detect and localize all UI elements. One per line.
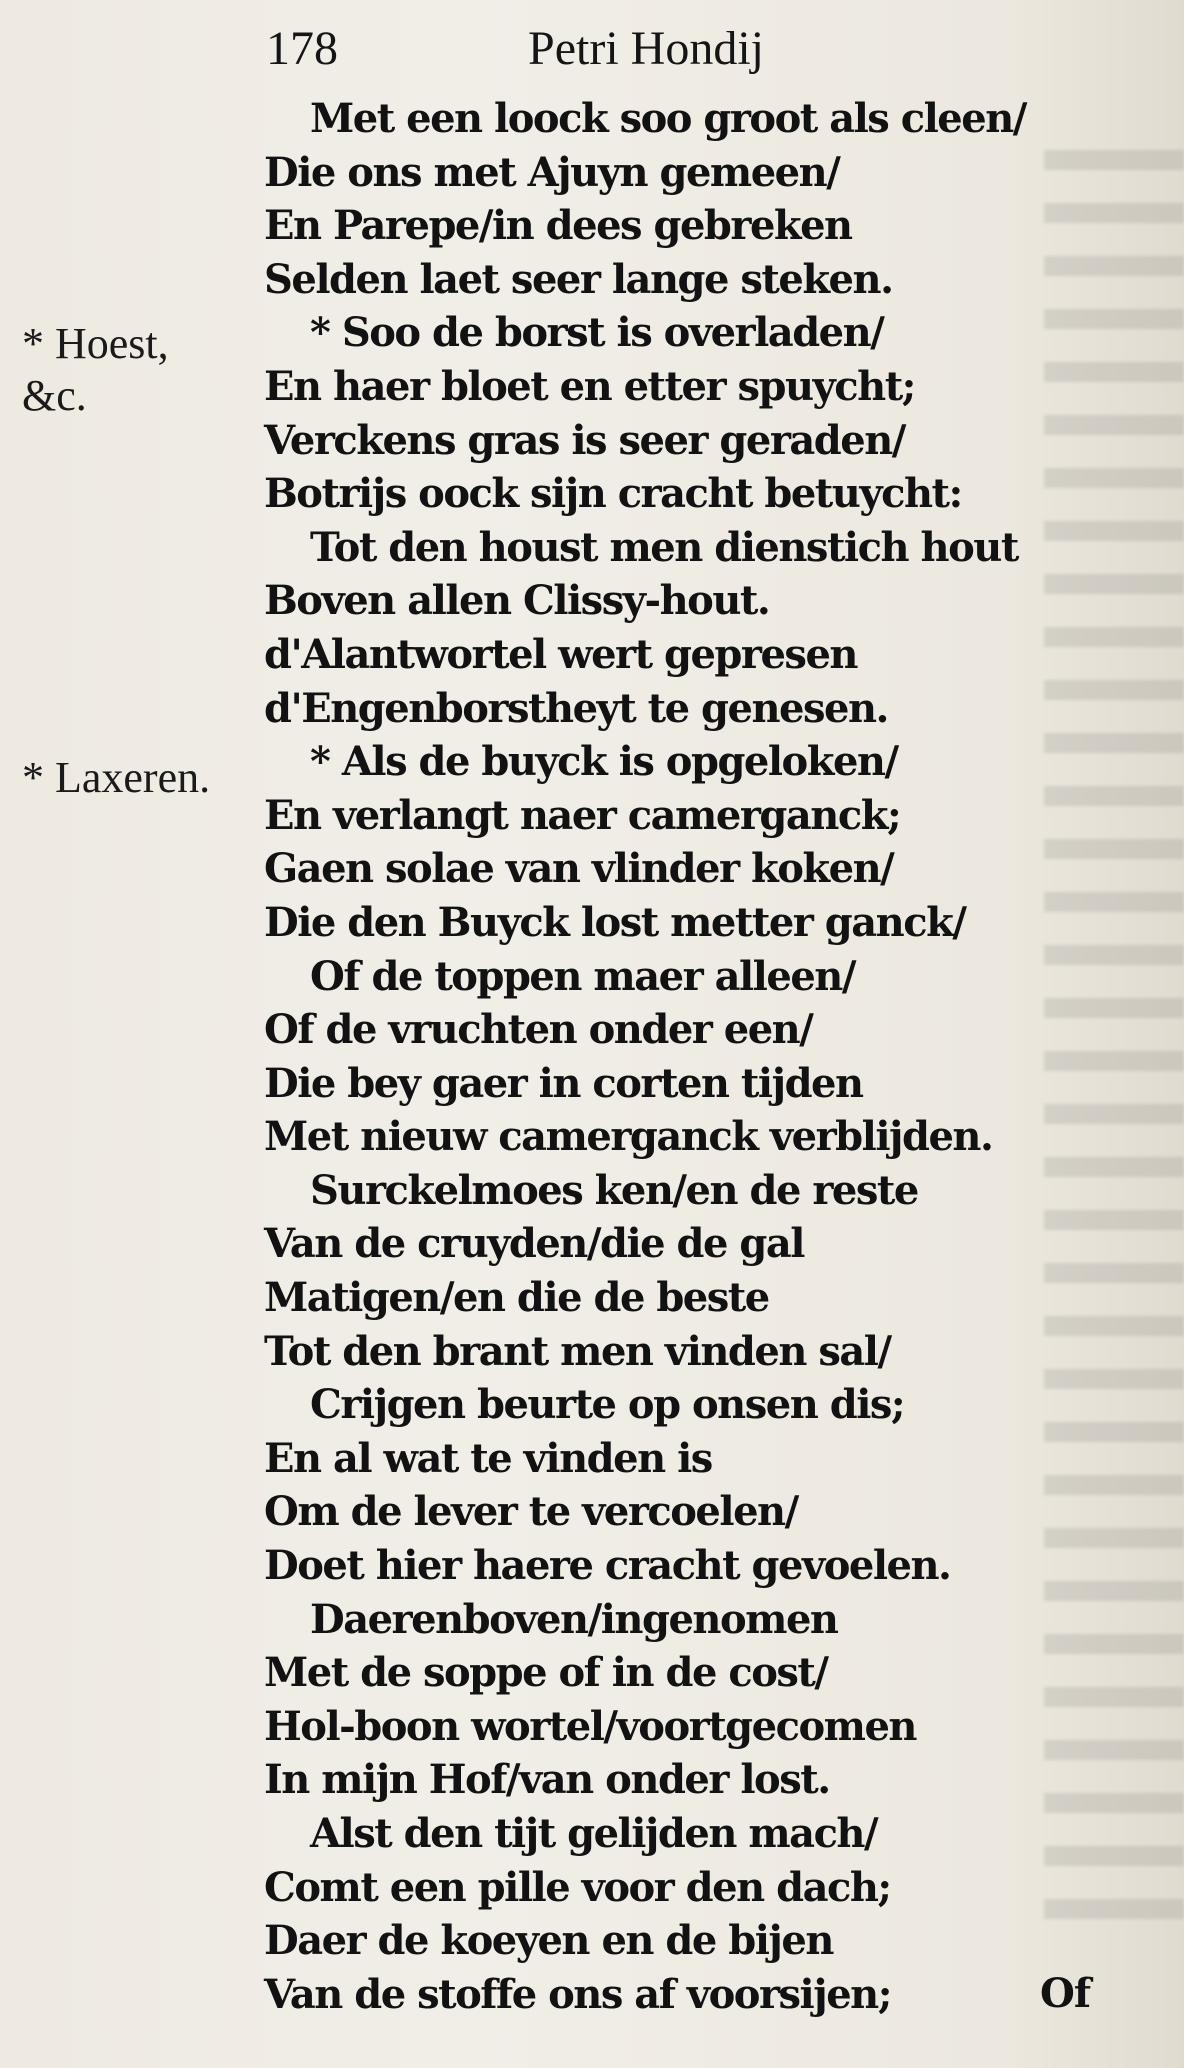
margin-note-laxeren: * Laxeren. — [22, 753, 211, 802]
verse-line: Met nieuw camerganck verblijden. — [264, 1113, 993, 1161]
verse-line: Boven allen Clissy-hout. — [264, 577, 770, 625]
verse-line: Die den Buyck lost metter ganck/ — [264, 898, 966, 946]
verse-line: Botrijs oock sijn cracht betuycht: — [264, 470, 962, 518]
verse-line: Tot den brant men vinden sal/ — [264, 1327, 891, 1375]
running-head: Petri Hondij — [528, 21, 764, 75]
verse-line: Crijgen beurte op onsen dis; — [310, 1381, 905, 1429]
verse-line: Comt een pille voor den dach; — [264, 1863, 891, 1911]
page-header — [266, 18, 906, 78]
verse-line: En Parepe/in dees gebreken — [264, 202, 852, 250]
verse-line: Daerenboven/ingenomen — [310, 1595, 838, 1643]
page-number: 178 — [266, 21, 338, 75]
verse-line: Met de soppe of in de cost/ — [264, 1649, 828, 1697]
margin-note-hoest: * Hoest, &c. — [22, 319, 169, 420]
verse-line: Met een loock soo groot als cleen/ — [310, 95, 1026, 142]
verse-line: Tot den houst men dienstich hout — [310, 523, 1018, 571]
verse-line: Van de cruyden/die de gal — [264, 1220, 804, 1268]
verse-line: En haer bloet en etter spuycht; — [264, 362, 915, 410]
verse-line: Doet hier haere cracht gevoelen. — [264, 1542, 951, 1590]
verse-line: Die bey gaer in corten tijden — [264, 1059, 863, 1107]
verse-line: En al wat te vinden is — [264, 1434, 712, 1482]
verse-line: Om de lever te vercoelen/ — [264, 1488, 798, 1536]
verse-line: Surckelmoes ken/en de reste — [310, 1166, 918, 1214]
verse-line: Matigen/en die de beste — [264, 1274, 769, 1322]
verse-line: d'Engenborstheyt te genesen. — [264, 684, 888, 732]
verse-line: * Soo de borst is overladen/ — [310, 309, 884, 357]
verse-line: Gaen solae van vlinder koken/ — [264, 845, 894, 893]
verse-line: Die ons met Ajuyn gemeen/ — [264, 148, 840, 196]
verse-line: Daer de koeyen en de bijen — [264, 1917, 833, 1965]
verse-line: En verlangt naer camerganck; — [264, 791, 901, 839]
catchword: Of — [1040, 1970, 1091, 2017]
verse-line: Of de vruchten onder een/ — [264, 1006, 813, 1054]
verse-block — [264, 92, 1144, 2021]
verse-line: Of de toppen maer alleen/ — [310, 952, 855, 1000]
verse-line: Verckens gras is seer geraden/ — [264, 416, 905, 464]
verse-line: Alst den tijt gelijden mach/ — [310, 1810, 878, 1857]
verse-line: Van de stoffe ons af voorsijen; — [264, 1970, 892, 2018]
verse-line: Hol-boon wortel/voortgecomen — [264, 1702, 916, 1750]
verse-line: d'Alantwortel wert gepresen — [264, 630, 857, 678]
verse-line: Selden laet seer lange steken. — [264, 255, 893, 303]
verse-line: In mijn Hof/van onder lost. — [264, 1756, 830, 1804]
verse-line: * Als de buyck is opgeloken/ — [310, 738, 898, 786]
